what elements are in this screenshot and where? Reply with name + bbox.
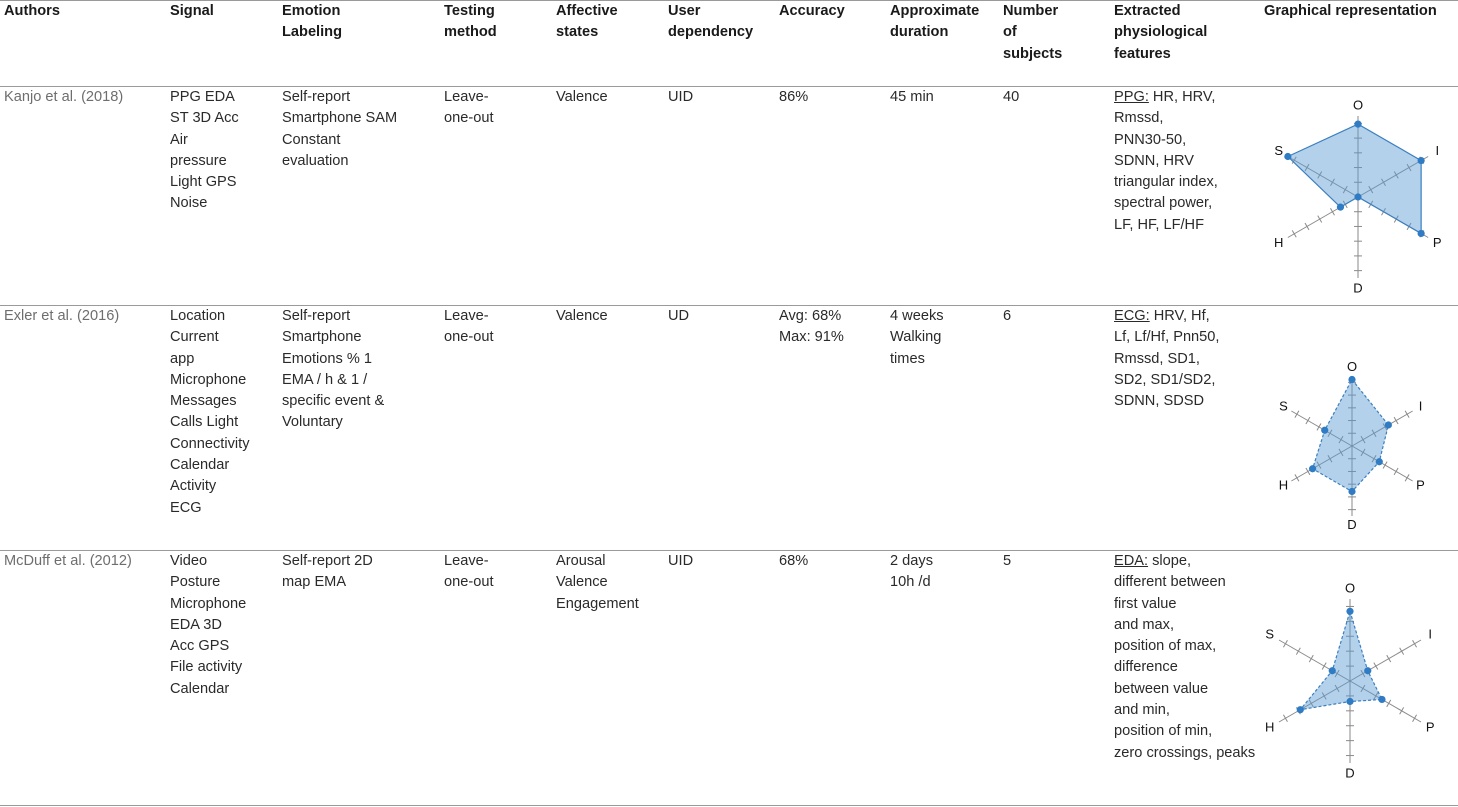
radar-point (1378, 696, 1385, 703)
radar-area (1288, 124, 1421, 233)
header-user-dependency: User dependency (668, 1, 779, 87)
radar-axis-label: S (1274, 143, 1284, 159)
cell-duration: 4 weeks Walking times (890, 308, 944, 367)
cell-authors: McDuff et al. (2012) (4, 553, 132, 569)
radar-axis-label: O (1346, 358, 1358, 374)
cell-testing-method: Leave- one-out (444, 89, 494, 127)
header-row (0, 1, 1458, 87)
radar-axis-label: P (1432, 234, 1442, 250)
cell-user-dependency: UID (668, 553, 694, 569)
features-text: HRV, Hf, Lf, Lf/Hf, Pnn50, Rmssd, SD1, SD2, SD1/SD2, SDNN, SDSD (1114, 308, 1220, 410)
radar-point (1364, 667, 1371, 674)
header-subjects: Number of subjects (1003, 1, 1114, 87)
radar-tick (1318, 216, 1322, 223)
radar-tick (1383, 462, 1387, 469)
radar-tick (1330, 208, 1334, 215)
features-label: PPG: (1114, 89, 1149, 105)
header-features: Extracted physiological features (1114, 1, 1264, 87)
radar-axis-label: D (1345, 765, 1355, 781)
cell-authors: Exler et al. (2016) (4, 308, 120, 324)
radar-tick (1283, 715, 1287, 722)
radar-point (1354, 193, 1361, 200)
radar-tick (1394, 417, 1398, 424)
radar-point (1297, 706, 1304, 713)
cell-duration: 45 min (890, 89, 934, 105)
cell-graphical-representation (1264, 87, 1458, 306)
radar-tick (1413, 640, 1417, 647)
radar-point (1418, 157, 1425, 164)
cell-affective-states: Valence (556, 308, 608, 324)
radar-chart (1264, 551, 1458, 801)
radar-tick (1295, 474, 1299, 481)
cell-affective-states: Valence (556, 89, 608, 105)
radar-axis-label: O (1344, 580, 1356, 596)
cell-subjects: 40 (1003, 89, 1020, 105)
radar-tick (1292, 230, 1296, 237)
header-affective-states: Affective states (556, 1, 668, 87)
radar-axis-label: S (1265, 626, 1275, 642)
radar-area (1300, 611, 1382, 709)
radar-point (1346, 608, 1353, 615)
cell-testing-method: Leave- one-out (444, 553, 494, 591)
cell-features (1114, 87, 1264, 306)
header-accuracy: Accuracy (779, 1, 890, 87)
radar-point (1385, 421, 1392, 428)
radar-axis-label: S (1279, 398, 1288, 414)
table-row (0, 551, 1458, 806)
cell-signal: PPG EDA ST 3D Acc Air pressure Light GPS Noise (170, 89, 239, 212)
cell-graphical-representation (1264, 551, 1458, 806)
radar-axis-label: D (1353, 280, 1363, 295)
radar-axis-label: I (1435, 143, 1440, 159)
radar-chart (1264, 306, 1458, 546)
radar-tick (1405, 411, 1409, 418)
cell-authors: Kanjo et al. (2018) (4, 89, 124, 105)
radar-axis-label: H (1278, 477, 1289, 493)
radar-tick (1413, 715, 1417, 722)
cell-accuracy: 86% (779, 89, 809, 105)
radar-point (1329, 667, 1336, 674)
cell-user-dependency: UD (668, 308, 690, 324)
radar-tick (1394, 468, 1398, 475)
radar-point (1348, 376, 1355, 383)
cell-affective-states: Arousal Valence Engagement (556, 553, 639, 612)
radar-chart (1264, 87, 1458, 295)
radar-axis-label: O (1352, 97, 1364, 113)
features-label: ECG: (1114, 308, 1150, 324)
features-label: EDA: (1114, 553, 1149, 569)
radar-tick (1283, 640, 1287, 647)
cell-user-dependency: UID (668, 89, 694, 105)
radar-tick (1305, 223, 1309, 230)
radar-point (1337, 204, 1344, 211)
radar-axis-label: D (1347, 517, 1357, 533)
cell-accuracy: Avg: 68% Max: 91% (779, 308, 844, 346)
radar-tick (1374, 663, 1378, 670)
radar-point (1418, 230, 1425, 237)
radar-point (1309, 465, 1316, 472)
features-text: HR, HRV, Rmssd, PNN30-50, SDNN, HRV triangular index, spectral power, LF, HF, LF/HF (1114, 89, 1218, 233)
radar-axis-label: P (1425, 719, 1435, 735)
radar-tick (1405, 474, 1409, 481)
radar-axis-label: H (1274, 234, 1284, 250)
cell-subjects: 5 (1003, 553, 1012, 569)
cell-signal: Video Posture Microphone EDA 3D Acc GPS File activity Calendar (170, 553, 247, 697)
cell-emotion-labeling: Self-report 2D map EMA (282, 553, 373, 591)
header-graphical-representation: Graphical representation (1264, 1, 1458, 87)
header-duration: Approximate duration (890, 1, 1003, 87)
features-text: slope, different between first value and max, position of max, difference between value and min, position of min, zero crossings, peaks (1114, 553, 1256, 761)
cell-duration: 2 days 10h /d (890, 553, 933, 591)
radar-point (1284, 153, 1291, 160)
cell-accuracy: 68% (779, 553, 809, 569)
cell-features (1114, 306, 1264, 551)
radar-point (1346, 698, 1353, 705)
radar-tick (1296, 648, 1300, 655)
radar-tick (1317, 423, 1321, 430)
radar-tick (1295, 411, 1299, 418)
cell-features (1114, 551, 1264, 806)
radar-axis-label: I (1418, 398, 1423, 414)
radar-axis-label: P (1416, 477, 1425, 493)
radar-tick (1400, 648, 1404, 655)
radar-tick (1309, 655, 1313, 662)
radar-tick (1400, 707, 1404, 714)
radar-tick (1387, 655, 1391, 662)
radar-tick (1322, 663, 1326, 670)
cell-emotion-labeling: Self-report Smartphone SAM Constant evaluation (282, 89, 398, 169)
radar-point (1348, 488, 1355, 495)
radar-tick (1306, 417, 1310, 424)
cell-graphical-representation (1264, 306, 1458, 551)
radar-point (1376, 458, 1383, 465)
cell-subjects: 6 (1003, 308, 1012, 324)
header-authors: Authors (0, 1, 170, 87)
radar-area (1313, 380, 1389, 492)
radar-point (1354, 121, 1361, 128)
radar-axis-label: H (1265, 719, 1275, 735)
radar-axis-label: I (1428, 626, 1433, 642)
header-signal: Signal (170, 1, 282, 87)
header-testing-method: Testing method (444, 1, 556, 87)
table-row (0, 306, 1458, 551)
cell-testing-method: Leave- one-out (444, 308, 494, 346)
radar-tick (1387, 700, 1391, 707)
table-row (0, 87, 1458, 306)
radar-point (1321, 427, 1328, 434)
header-emotion-labeling: Emotion Labeling (282, 1, 444, 87)
cell-emotion-labeling: Self-report Smartphone Emotions % 1 EMA / h & 1 / specific event & Voluntary (282, 308, 385, 431)
cell-signal: Location Current app Microphone Messages Calls Light Connectivity Calendar Activity ECG (170, 308, 250, 516)
